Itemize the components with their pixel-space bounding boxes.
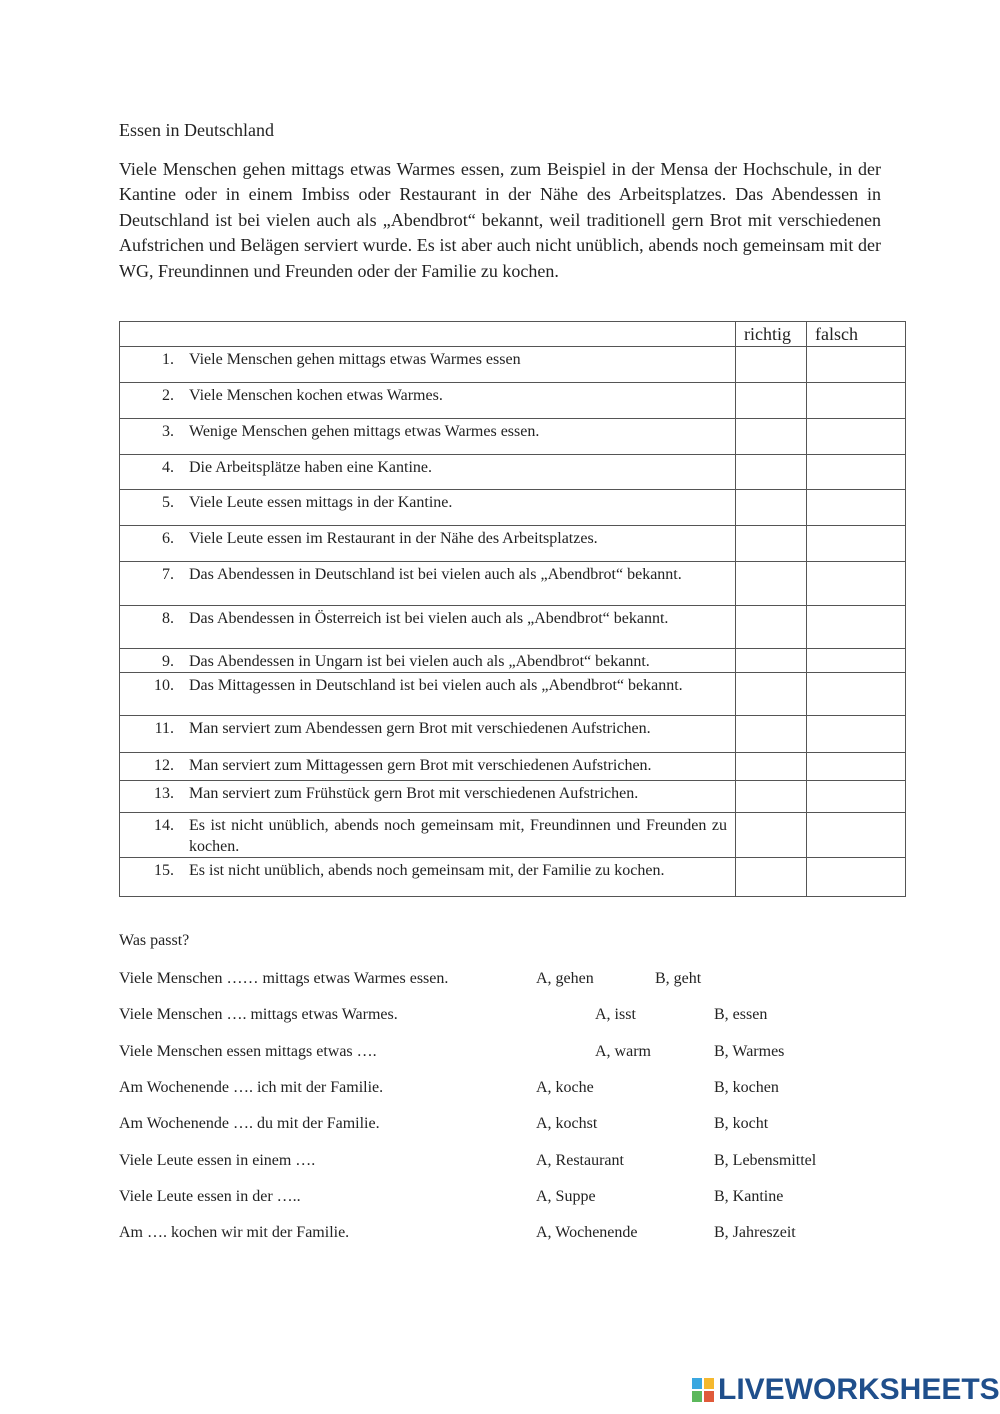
table-row <box>120 526 906 562</box>
option-b[interactable]: B, Warmes <box>714 1043 785 1060</box>
choice-row <box>119 1041 879 1063</box>
falsch-answer-cell[interactable] <box>807 606 906 649</box>
table-row <box>120 753 906 781</box>
option-a[interactable]: A, Restaurant <box>536 1152 624 1169</box>
logo-tile <box>704 1378 714 1389</box>
page-title: Essen in Deutschland <box>119 120 274 140</box>
table-header-row <box>120 322 906 347</box>
table-row <box>120 813 906 858</box>
column-header-richtig: richtig <box>736 322 807 347</box>
richtig-answer-cell[interactable] <box>736 490 807 526</box>
option-a[interactable]: A, warm <box>595 1043 651 1060</box>
statement-number: 12. <box>154 757 174 774</box>
option-b[interactable]: B, Kantine <box>714 1188 784 1205</box>
logo-tile <box>704 1391 714 1402</box>
table-row <box>120 858 906 897</box>
statement-number: 10. <box>154 677 174 694</box>
statement-number: 13. <box>154 785 174 802</box>
liveworksheets-logo <box>692 1373 1000 1406</box>
statement-text: Es ist nicht unüblich, abends noch gemeinsam mit, Freundinnen und Freunden zu kochen. <box>189 817 727 855</box>
true-false-table <box>119 321 906 897</box>
table-row <box>120 716 906 753</box>
falsch-answer-cell[interactable] <box>807 858 906 897</box>
falsch-answer-cell[interactable] <box>807 526 906 562</box>
table-row <box>120 455 906 490</box>
column-header-falsch: falsch <box>807 322 906 347</box>
option-a[interactable]: A, koche <box>536 1079 594 1096</box>
option-b[interactable]: B, Lebensmittel <box>714 1152 817 1169</box>
statement-text: Man serviert zum Frühstück gern Brot mit verschiedenen Aufstrichen. <box>189 785 639 802</box>
option-a[interactable]: A, isst <box>595 1006 636 1023</box>
option-a[interactable]: A, gehen <box>536 970 594 987</box>
logo-text: LIVEWORKSHEETS <box>718 1373 1000 1406</box>
table-row <box>120 347 906 383</box>
option-b[interactable]: B, essen <box>714 1006 768 1023</box>
statement-text: Viele Menschen kochen etwas Warmes. <box>189 387 443 404</box>
table-row <box>120 781 906 813</box>
table-row <box>120 562 906 606</box>
table-row <box>120 606 906 649</box>
falsch-answer-cell[interactable] <box>807 490 906 526</box>
statement-text: Viele Menschen gehen mittags etwas Warmes essen <box>189 351 521 368</box>
statement-number: 3. <box>162 423 174 440</box>
falsch-answer-cell[interactable] <box>807 347 906 383</box>
section-title-was-passt: Was passt? <box>119 932 190 949</box>
statement-text: Man serviert zum Abendessen gern Brot mit verschiedenen Aufstrichen. <box>189 720 651 737</box>
statement-text: Das Abendessen in Österreich ist bei vielen auch als „Abendbrot“ bekannt. <box>189 610 669 627</box>
statement-number: 6. <box>162 530 174 547</box>
choice-sentence: Am …. kochen wir mit der Familie. <box>119 1224 350 1241</box>
falsch-answer-cell[interactable] <box>807 781 906 813</box>
richtig-answer-cell[interactable] <box>736 716 807 753</box>
richtig-answer-cell[interactable] <box>736 383 807 419</box>
option-a[interactable]: A, kochst <box>536 1115 598 1132</box>
choice-row <box>119 1004 879 1026</box>
richtig-answer-cell[interactable] <box>736 813 807 858</box>
choice-sentence: Viele Menschen essen mittags etwas …. <box>119 1043 377 1060</box>
falsch-answer-cell[interactable] <box>807 813 906 858</box>
statement-text: Es ist nicht unüblich, abends noch gemeinsam mit, der Familie zu kochen. <box>189 862 665 879</box>
statement-text: Viele Leute essen mittags in der Kantine. <box>189 494 453 511</box>
choice-sentence: Viele Leute essen in der ….. <box>119 1188 301 1205</box>
choice-row <box>119 1077 879 1099</box>
table-row <box>120 383 906 419</box>
statement-text: Wenige Menschen gehen mittags etwas Warmes essen. <box>189 423 540 440</box>
logo-tile <box>692 1378 702 1389</box>
choice-row <box>119 1150 879 1172</box>
statement-text: Das Mittagessen in Deutschland ist bei vielen auch als „Abendbrot“ bekannt. <box>189 677 683 694</box>
statement-number: 14. <box>154 817 174 834</box>
richtig-answer-cell[interactable] <box>736 526 807 562</box>
option-b[interactable]: B, geht <box>655 970 702 987</box>
table-row <box>120 673 906 716</box>
richtig-answer-cell[interactable] <box>736 781 807 813</box>
option-a[interactable]: A, Suppe <box>536 1188 596 1205</box>
choice-sentence: Viele Menschen …. mittags etwas Warmes. <box>119 1006 398 1023</box>
choice-row <box>119 1222 879 1244</box>
richtig-answer-cell[interactable] <box>736 347 807 383</box>
falsch-answer-cell[interactable] <box>807 383 906 419</box>
table-row <box>120 649 906 673</box>
intro-paragraph: Viele Menschen gehen mittags etwas Warmes essen, zum Beispiel in der Mensa der Hochschule, in der Kantine oder in einem Imbiss oder Restaurant in der Nähe des Arbeitsplatzes. Das Abendessen in Deutschland ist bei vielen auch als „Abendbrot“ bekannt, weil traditionell gern Brot mit verschiedenen Aufstrichen und Belägen serviert wurde. Es ist aber auch nicht unüblich, abends noch gemeinsam mit der WG, Freundinnen und Freunden oder der Familie zu kochen. <box>119 159 881 281</box>
richtig-answer-cell[interactable] <box>736 673 807 716</box>
richtig-answer-cell[interactable] <box>736 649 807 673</box>
table-row <box>120 419 906 455</box>
option-b[interactable]: B, kocht <box>714 1115 769 1132</box>
option-b[interactable]: B, kochen <box>714 1079 779 1096</box>
table-row <box>120 490 906 526</box>
falsch-answer-cell[interactable] <box>807 455 906 490</box>
header-empty-cell <box>120 322 736 347</box>
richtig-answer-cell[interactable] <box>736 562 807 606</box>
choice-sentence: Viele Menschen …… mittags etwas Warmes essen. <box>119 970 449 987</box>
statement-text: Das Abendessen in Ungarn ist bei vielen auch als „Abendbrot“ bekannt. <box>189 653 650 670</box>
richtig-answer-cell[interactable] <box>736 606 807 649</box>
falsch-answer-cell[interactable] <box>807 562 906 606</box>
statement-text: Viele Leute essen im Restaurant in der Nähe des Arbeitsplatzes. <box>189 530 598 547</box>
choice-row <box>119 1113 879 1135</box>
statement-number: 1. <box>162 351 174 368</box>
falsch-answer-cell[interactable] <box>807 753 906 781</box>
statement-number: 15. <box>154 862 174 879</box>
statement-number: 4. <box>162 459 174 476</box>
choice-sentence: Am Wochenende …. du mit der Familie. <box>119 1115 380 1132</box>
falsch-answer-cell[interactable] <box>807 649 906 673</box>
falsch-answer-cell[interactable] <box>807 716 906 753</box>
statement-number: 11. <box>154 720 174 737</box>
statement-number: 7. <box>162 566 174 583</box>
statement-number: 9. <box>162 653 174 670</box>
choice-sentence: Viele Leute essen in einem …. <box>119 1152 316 1169</box>
statement-number: 8. <box>162 610 174 627</box>
choice-sentence: Am Wochenende …. ich mit der Familie. <box>119 1079 384 1096</box>
logo-tile <box>692 1391 702 1402</box>
statement-text: Die Arbeitsplätze haben eine Kantine. <box>189 459 433 476</box>
option-b[interactable]: B, Jahreszeit <box>714 1224 796 1241</box>
statement-number: 2. <box>162 387 174 404</box>
richtig-answer-cell[interactable] <box>736 419 807 455</box>
choice-row <box>119 1186 879 1208</box>
option-a[interactable]: A, Wochenende <box>536 1224 638 1241</box>
richtig-answer-cell[interactable] <box>736 858 807 897</box>
logo-tiles-icon <box>692 1378 714 1402</box>
choice-row <box>119 968 879 990</box>
statement-text: Man serviert zum Mittagessen gern Brot mit verschiedenen Aufstrichen. <box>189 757 652 774</box>
falsch-answer-cell[interactable] <box>807 419 906 455</box>
richtig-answer-cell[interactable] <box>736 753 807 781</box>
statement-text: Das Abendessen in Deutschland ist bei vielen auch als „Abendbrot“ bekannt. <box>189 566 682 583</box>
statement-number: 5. <box>162 494 174 511</box>
falsch-answer-cell[interactable] <box>807 673 906 716</box>
richtig-answer-cell[interactable] <box>736 455 807 490</box>
